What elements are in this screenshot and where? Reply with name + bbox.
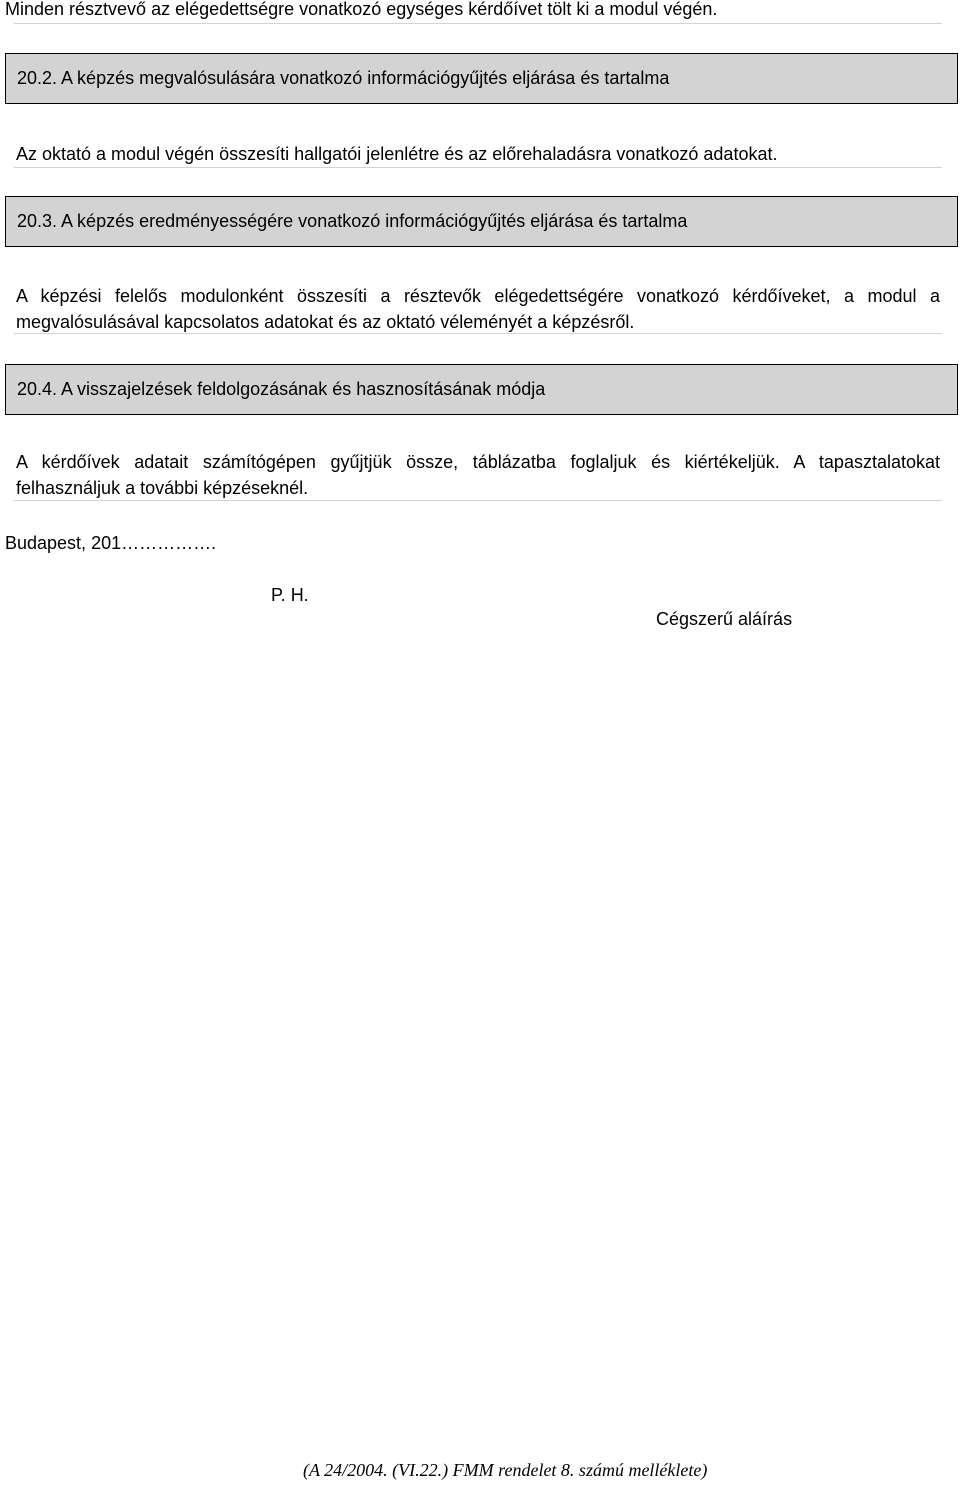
section-heading-text: 20.2. A képzés megvalósulására vonatkozó információgyűjtés eljárása és tartalma (17, 68, 670, 88)
footer-note: (A 24/2004. (VI.22.) FMM rendelet 8. számú melléklete) (303, 1460, 708, 1480)
place-date: Budapest, 201……………. (5, 533, 217, 553)
section-heading-20-3 (5, 196, 958, 247)
section-heading-20-4 (5, 364, 958, 415)
section-body-20-3: A képzési felelős modulonként összesíti a résztevők elégedettségére vonatkozó kérdőíveket, a modul a megvalósulásával kapcsolatos adatokat és az oktató véleményét a képzésről. (16, 286, 940, 332)
divider (14, 333, 942, 334)
section-heading-text: 20.3. A képzés eredményességére vonatkozó információgyűjtés eljárása és tartalma (17, 211, 688, 231)
section-body-20-4: A kérdőívek adatait számítógépen gyűjtjük össze, táblázatba foglaljuk és kiértékeljük. A tapasztalatokat felhasználjuk a további képzéseknél. (16, 452, 940, 498)
divider (14, 500, 942, 501)
section-heading-text: 20.4. A visszajelzések feldolgozásának és hasznosításának módja (17, 379, 546, 399)
divider (14, 23, 942, 24)
intro-line: Minden résztvevő az elégedettségre vonatkozó egységes kérdőívet tölt ki a modul végén. (5, 0, 718, 19)
section-body-20-2: Az oktató a modul végén összesíti hallgatói jelenlétre és az előrehaladásra vonatkozó adatokat. (16, 144, 778, 164)
signature-label: Cégszerű aláírás (656, 609, 793, 629)
stamp-label: P. H. (271, 585, 309, 605)
divider (14, 167, 942, 168)
section-heading-20-2 (5, 53, 958, 104)
